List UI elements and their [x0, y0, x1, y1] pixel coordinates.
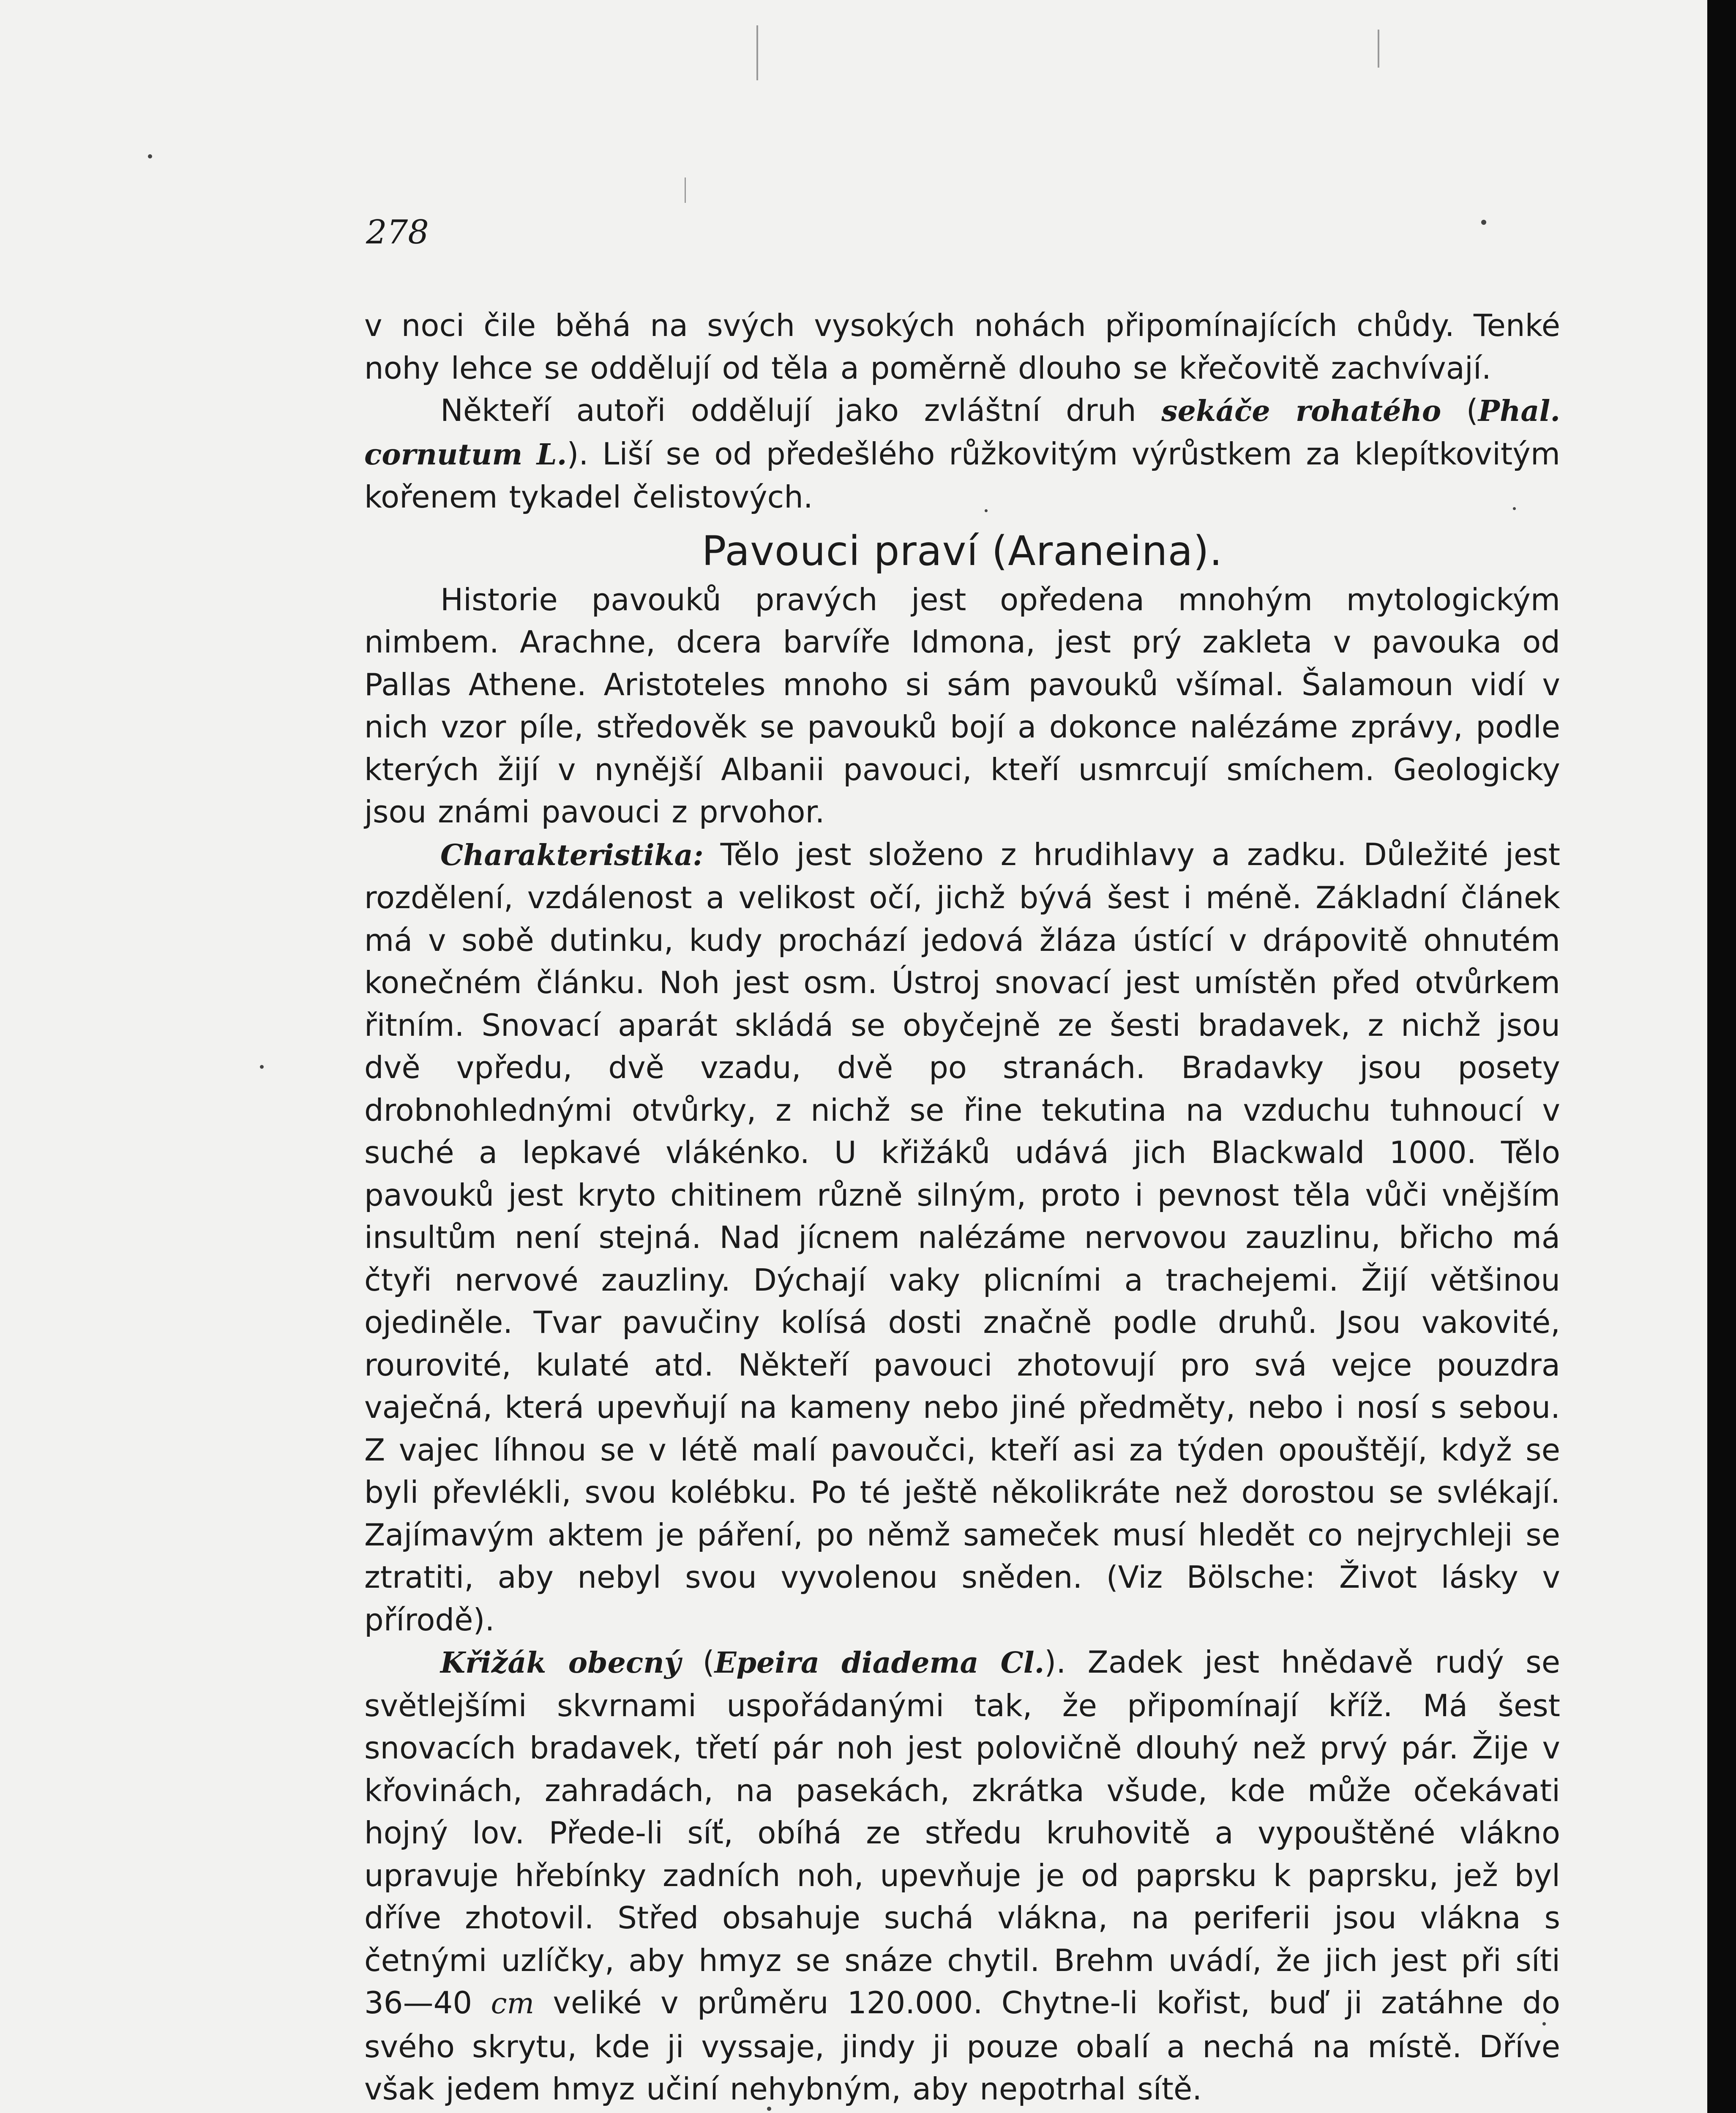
dust-speck — [148, 154, 152, 158]
italic-term: Křižák obecný — [440, 1646, 681, 1680]
italic-term: Epeira diadema Cl. — [714, 1646, 1045, 1680]
italic-term: sekáče rohatého — [1161, 394, 1441, 428]
section-heading: Pavouci praví (Araneina). — [701, 527, 1223, 575]
paragraph — [364, 304, 1560, 389]
italic-term: Phal. cornutum L. — [364, 394, 1560, 472]
page-number: 278 — [366, 213, 429, 251]
text-run: v noci čile běhá na svých vysokých nohách připomínajících chůdy. Tenké nohy lehce se oddělují od těla a poměrně dlouho se křečovitě zachvívají. — [364, 308, 1560, 386]
dust-speck — [1513, 507, 1516, 510]
text-run: ). Liší se od předešlého růžkovitým výrůstkem za klepítkovitým kořenem tykadel čelistových. — [364, 436, 1560, 515]
paragraph — [364, 389, 1560, 519]
scan-scratch — [685, 177, 686, 203]
scan-scratch — [756, 25, 758, 80]
text-run: veliké v průměru 120.000. Chytne-li kořist, buď ji zatáhne do svého skrytu, kde ji vyssaje, jindy ji pouze obalí a nechá na místě. Dříve však jedem hmyz učiní nehybným, aby nepotrhal sítě. — [364, 1985, 1560, 2107]
paragraph — [364, 579, 1560, 833]
dust-speck — [1542, 2022, 1546, 2026]
text-run: ( — [1441, 393, 1478, 428]
dust-speck — [1481, 220, 1486, 225]
dust-speck — [260, 1065, 264, 1069]
text-run: ( — [681, 1644, 715, 1680]
unit-label: cm — [491, 1987, 535, 2020]
body-text — [364, 304, 1560, 2110]
text-run: ). Zadek jest hnědavě rudý se světlejšími skvrnami uspořádanými tak, že připomínají kříž. Má šest snovacích bradavek, třetí pár noh jest polovičně dlouhý než prvý pár. Žije v křovinách, zahradách, na pasekách, zkrátka všude, kde může očekávati hojný lov. Přede-li síť, obíhá ze středu kruhovitě a vypouštěné vlákno upravuje hřebínky zadních noh, upevňuje je od paprsku k paprsku, jež byl dříve zhotovil. Střed obsahuje suchá vlákna, na periferii jsou vlákna s četnými uzlíčky, aby hmyz se snáze chytil. Brehm uvádí, že jich jest při síti 36—40 — [364, 1644, 1560, 2020]
scan-scratch — [1378, 30, 1379, 68]
italic-term: Charakteristika: — [440, 838, 704, 872]
text-run: Historie pavouků pravých jest opředena mnohým mytologickým nimbem. Arachne, dcera barvíře Idmona, jest prý zakleta v pavouka od Pallas Athene. Aristoteles mnoho si sám pavouků všímal. Šalamoun vidí v nich vzor píle, středověk se pavouků bojí a dokonce nalézáme zprávy, podle kterých žijí v nynější Albanii pavouci, kteří usmrcují smíchem. Geologicky jsou známi pavouci z prvohor. — [364, 581, 1560, 830]
dust-speck — [767, 2107, 771, 2111]
paragraph — [364, 833, 1560, 1641]
scan-border — [1707, 0, 1736, 2113]
dust-speck — [985, 509, 988, 512]
text-run: Tělo jest složeno z hrudihlavy a zadku. Důležité jest rozdělení, vzdálenost a velikost očí, jichž bývá šest i méně. Základní článek má v sobě dutinku, kudy prochází jedová žláza ústící v drápovitě ohnutém konečném článku. Noh jest osm. Ústroj snovací jest umístěn před otvůrkem řitním. Snovací aparát skládá se obyčejně ze šesti bradavek, z nichž jsou dvě vpředu, dvě vzadu, dvě po stranách. Bradavky jsou posety drobnohlednými otvůrky, z nichž se řine tekutina na vzduchu tuhnoucí v suché a lepkavé vlákénko. U křižáků udává jich Blackwald 1000. Tělo pavouků jest kryto chitinem různě silným, proto i pevnost těla vůči vnějším insultům není stejná. Nad jícnem nalézáme nervovou zauzlinu, břicho má čtyři nervové zauzliny. Dýchají vaky plicními a trachejemi. Žijí většinou ojediněle. Tvar pavučiny kolísá dosti značně podle druhů. Jsou vakovité, rourovité, kulaté atd. Někteří pavouci zhotovují pro svá vejce pouzdra vaječná, která upevňují na kameny nebo jiné předměty, nebo i nosí s sebou. Z vajec líhnou se v létě malí pavoučci, kteří asi za týden opouštějí, když se byli převlékli, svou kolébku. Po té ještě několikráte než dorostou se svlékají. Zajímavým aktem je páření, po němž sameček musí hledět co nejrychleji se ztratiti, aby nebyl svou vyvolenou sněden. (Viz Bölsche: Život lásky v přírodě). — [364, 836, 1560, 1638]
text-run: Někteří autoři oddělují jako zvláštní druh — [440, 393, 1162, 428]
paragraph — [364, 1641, 1560, 2110]
